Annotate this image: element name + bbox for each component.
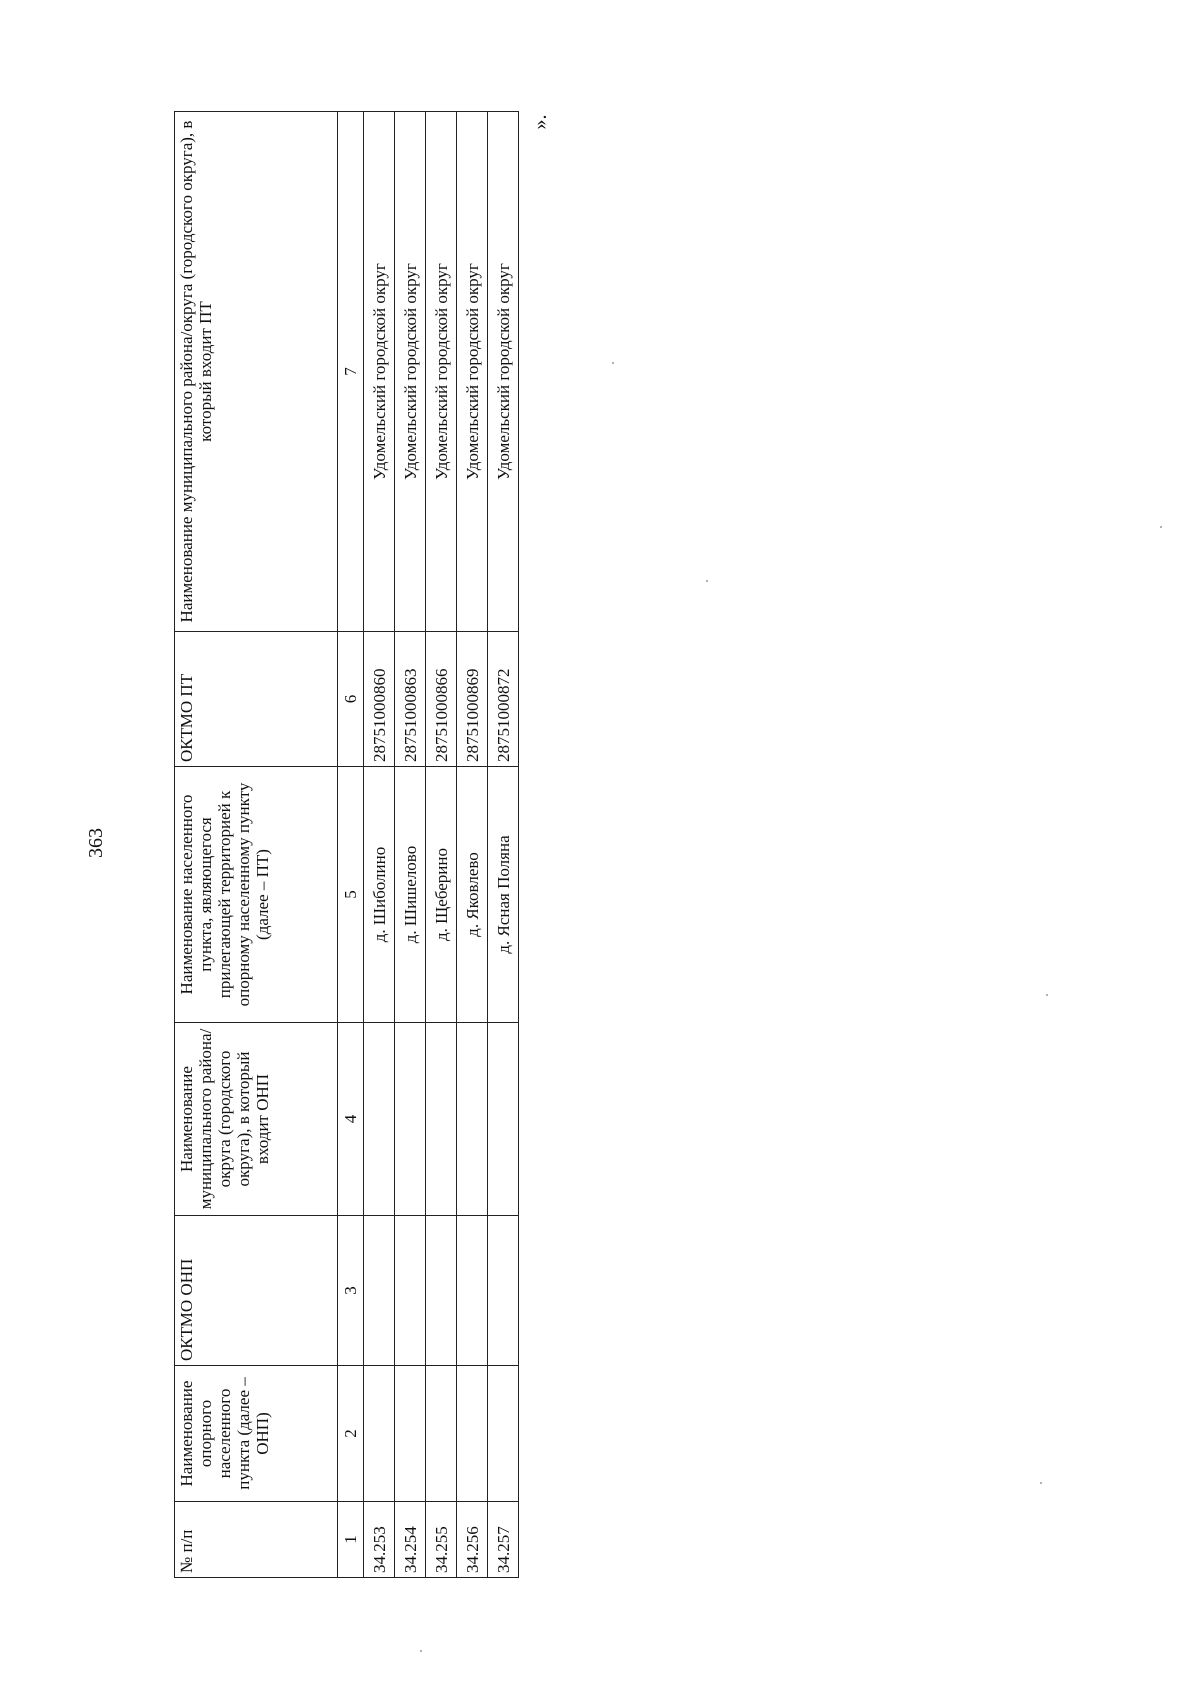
scan-speck [706, 580, 708, 582]
row-number-cell: 34.256 [457, 1502, 488, 1578]
pt-oktmo-cell: 28751000872 [488, 632, 519, 767]
scan-speck [1046, 994, 1048, 996]
header-cell-number: № п/п [175, 1502, 338, 1578]
column-number: 4 [338, 1023, 364, 1216]
onp-oktmo-cell [426, 1216, 457, 1366]
row-number-cell: 34.255 [426, 1502, 457, 1578]
pt-district-cell: Удомельский городской округ [364, 112, 395, 632]
onp-name-cell [395, 1366, 426, 1502]
onp-name-cell [426, 1366, 457, 1502]
pt-oktmo-cell: 28751000869 [457, 632, 488, 767]
table-row [426, 112, 457, 1578]
table-row [364, 112, 395, 1578]
column-number: 2 [338, 1366, 364, 1502]
rotated-table-frame [174, 112, 519, 1578]
header-cell-onp-district: Наименование муниципального района/округа (городского округа), в который входит ОНП [175, 1023, 338, 1216]
closing-quote: ». [529, 114, 551, 130]
row-number-cell: 34.257 [488, 1502, 519, 1578]
settlements-table [174, 111, 519, 1578]
header-cell-onp-oktmo: ОКТМО ОНП [175, 1216, 338, 1366]
onp-district-cell [488, 1023, 519, 1216]
onp-district-cell [395, 1023, 426, 1216]
pt-name-cell: д. Яковлево [457, 767, 488, 1023]
pt-district-cell: Удомельский городской округ [426, 112, 457, 632]
column-number: 5 [338, 767, 364, 1023]
column-number: 3 [338, 1216, 364, 1366]
onp-name-cell [488, 1366, 519, 1502]
column-number: 1 [338, 1502, 364, 1578]
header-cell-pt-district: Наименование муниципального района/округа (городского округа), в который входит ПТ [175, 112, 338, 632]
pt-name-cell: д. Шишелово [395, 767, 426, 1023]
onp-oktmo-cell [488, 1216, 519, 1366]
onp-oktmo-cell [395, 1216, 426, 1366]
header-cell-pt-name: Наименование населенного пункта, являющегося прилегающей территорией к опорному населенному пункту (далее – ПТ) [175, 767, 338, 1023]
pt-name-cell: д. Шиболино [364, 767, 395, 1023]
onp-district-cell [457, 1023, 488, 1216]
onp-name-cell [457, 1366, 488, 1502]
column-number: 6 [338, 632, 364, 767]
onp-name-cell [364, 1366, 395, 1502]
pt-oktmo-cell: 28751000860 [364, 632, 395, 767]
table-row [395, 112, 426, 1578]
column-number: 7 [338, 112, 364, 632]
row-number-cell: 34.254 [395, 1502, 426, 1578]
onp-oktmo-cell [364, 1216, 395, 1366]
table-row [457, 112, 488, 1578]
row-number-cell: 34.253 [364, 1502, 395, 1578]
table-container [174, 112, 519, 1578]
scan-speck [1160, 526, 1162, 528]
header-row [175, 112, 338, 1578]
header-cell-onp-name: Наименование опорного населенного пункта (далее – ОНП) [175, 1366, 338, 1502]
onp-district-cell [364, 1023, 395, 1216]
pt-oktmo-cell: 28751000863 [395, 632, 426, 767]
scan-speck [420, 1650, 422, 1652]
scan-speck [1040, 1482, 1042, 1484]
pt-oktmo-cell: 28751000866 [426, 632, 457, 767]
pt-name-cell: д. Щеберино [426, 767, 457, 1023]
pt-name-cell: д. Ясная Поляна [488, 767, 519, 1023]
page-number: 363 [85, 828, 107, 858]
onp-district-cell [426, 1023, 457, 1216]
column-number-row [338, 112, 364, 1578]
table-row [488, 112, 519, 1578]
pt-district-cell: Удомельский городской округ [488, 112, 519, 632]
pt-district-cell: Удомельский городской округ [395, 112, 426, 632]
header-cell-pt-oktmo: ОКТМО ПТ [175, 632, 338, 767]
pt-district-cell: Удомельский городской округ [457, 112, 488, 632]
scan-speck [612, 362, 614, 364]
onp-oktmo-cell [457, 1216, 488, 1366]
